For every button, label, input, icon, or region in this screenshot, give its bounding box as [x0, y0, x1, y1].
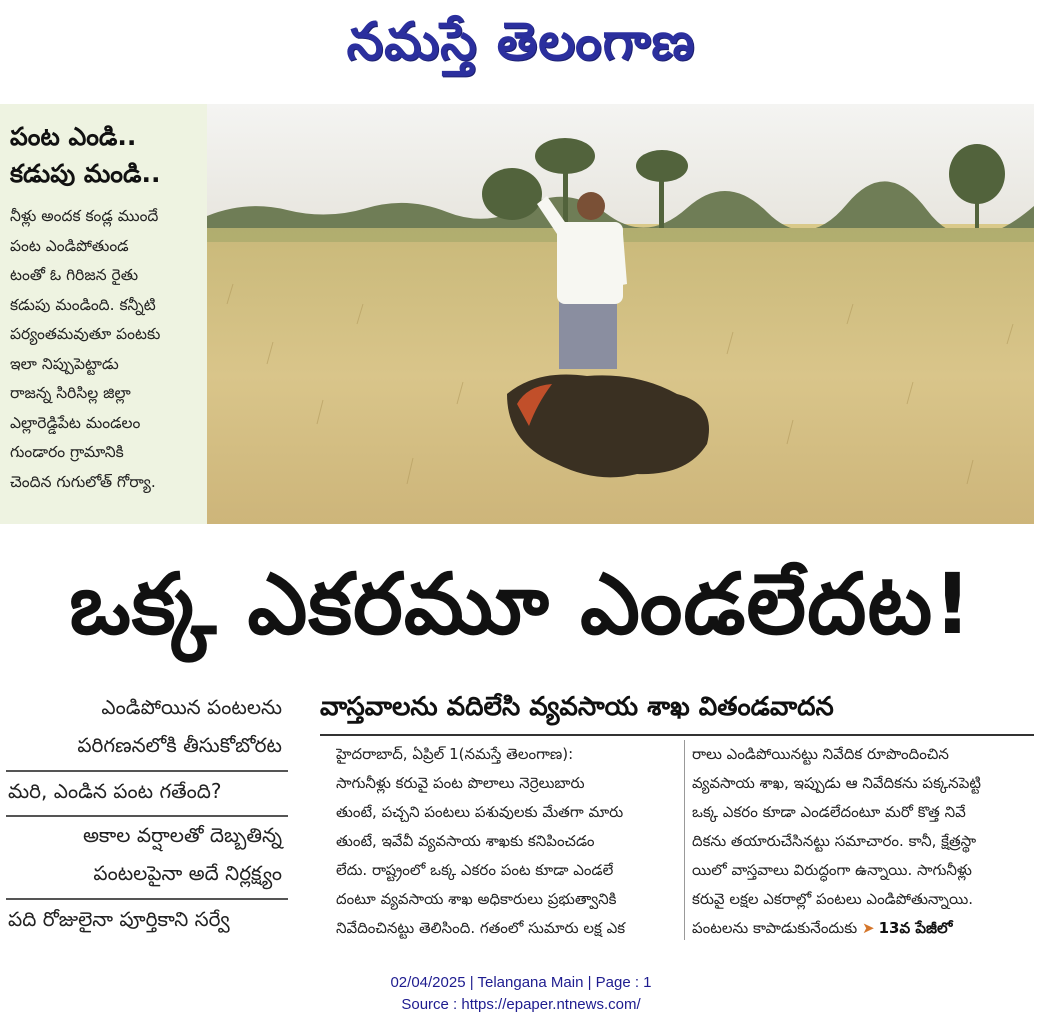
- highlight-item: మరి, ఎండిన పంట గతేంది?: [8, 779, 222, 803]
- article-line: సాగునీళ్లు కరువై పంట పొలాలు నెర్రెలుబారు: [336, 774, 585, 792]
- headline-text: ఒక్క ఎకరమూ ఎండలేదట!: [69, 555, 973, 653]
- divider: [6, 770, 288, 772]
- highlight-item: పరిగణనలోకి తీసుకోబోరట: [77, 733, 282, 757]
- photo-caption-box: [0, 104, 207, 524]
- caption-line: రాజన్న సిరిసిల్ల జిల్లా: [10, 384, 131, 402]
- article-line: యిలో వాస్తవాలు విరుద్ధంగా ఉన్నాయి. సాగునీళ్లు: [692, 861, 972, 879]
- article-line: హైదరాబాద్, ఏప్రిల్ 1(నమస్తే తెలంగాణ):: [336, 745, 574, 763]
- highlight-item: ఎండిపోయిన పంటలను: [101, 695, 282, 719]
- article-line: ఒక్క ఎకరం కూడా ఎండలేదంటూ మరో కొత్త నివే: [692, 803, 966, 821]
- article-line: తుంటే, ఇవేవీ వ్యవసాయ శాఖకు కనిపించడం: [336, 832, 595, 850]
- caption-line: టంతో ఓ గిరిజన రైతు: [10, 266, 139, 284]
- article-column-2: [692, 740, 1034, 943]
- main-headline: [0, 552, 1042, 677]
- article-line: దికను తయారుచేసినట్టు సమాచారం. కానీ, క్షేత్రస్థా: [692, 832, 977, 850]
- page-footer: [0, 972, 1042, 1016]
- footer-source[interactable]: Source : https://epaper.ntnews.com/: [401, 996, 641, 1013]
- caption-headline: [10, 118, 199, 192]
- news-photo: [207, 104, 1034, 524]
- caption-line: ఇలా నిప్పుపెట్టాడు: [10, 354, 119, 373]
- article-line: వ్యవసాయ శాఖ, ఇప్పుడు ఆ నివేదికను పక్కనపెట్టి: [692, 774, 981, 792]
- caption-body: [10, 202, 199, 497]
- article-line: రాలు ఎండిపోయినట్టు నివేదిక రూపొందించిన: [692, 745, 949, 763]
- article-column-1: [336, 740, 676, 943]
- divider: [320, 734, 1034, 736]
- caption-line: నీళ్లు అందక కండ్ల ముందే: [10, 207, 159, 225]
- article-line: పంటలను కాపాడుకునేందుకు: [692, 919, 858, 937]
- highlight-item: పది రోజులైనా పూర్తికాని సర్వే: [8, 907, 230, 931]
- article-line: నివేదించినట్టు తెలిసింది. గతంలో సుమారు లక్ష ఎక: [336, 919, 626, 937]
- column-divider: [684, 740, 685, 940]
- article-line: తుంటే, పచ్చని పంటలు పశువులకు మేతగా మారు: [336, 803, 624, 821]
- sub-headline-text: వాస్తవాలను వదిలేసి వ్యవసాయ శాఖ వితండవాదన: [320, 692, 834, 722]
- highlight-item: పంటలపైనా అదే నిర్లక్ష్యం: [93, 861, 282, 885]
- arrow-right-icon: ➤: [862, 919, 875, 937]
- sub-headline: [320, 688, 1034, 732]
- article-line: లేదు. రాష్ట్రంలో ఒక్క ఎకరం పంట కూడా ఎండలే: [336, 861, 614, 879]
- highlights-column: [0, 693, 300, 953]
- article-line-last: [692, 914, 1034, 943]
- caption-line: పంట ఎండిపోతుండ: [10, 236, 129, 255]
- caption-line: కడుపు మండింది. కన్నీటి: [10, 295, 156, 314]
- caption-line: గుండారం గ్రామానికి: [10, 443, 124, 461]
- masthead: [0, 0, 1042, 96]
- caption-headline-line: పంట ఎండి..: [10, 122, 137, 151]
- footer-edition: 02/04/2025 | Telangana Main | Page : 1: [390, 974, 652, 991]
- caption-line: చెందిన గుగులోత్ గోర్యా.: [10, 472, 156, 491]
- article-line: దంటూ వ్యవసాయ శాఖ అధికారులు ప్రభుత్వానికి: [336, 890, 617, 908]
- caption-headline-line: కడుపు మండి..: [10, 159, 161, 188]
- field-photo-illustration: [207, 104, 1034, 524]
- caption-line: ఎల్లారెడ్డిపేట మండలం: [10, 413, 141, 432]
- caption-line: పర్యంతమవుతూ పంటకు: [10, 325, 161, 343]
- divider: [6, 815, 288, 817]
- continued-text: 13వ పేజీలో: [878, 919, 953, 937]
- continued-link[interactable]: [862, 914, 952, 943]
- newspaper-logo: నమస్తే తెలంగాణ: [346, 11, 696, 72]
- divider: [6, 898, 288, 900]
- highlight-item: అకాల వర్షాలతో దెబ్బతిన్న: [82, 823, 282, 847]
- article-line: కరువై లక్షల ఎకరాల్లో పంటలు ఎండిపోతున్నాయి.: [692, 890, 974, 908]
